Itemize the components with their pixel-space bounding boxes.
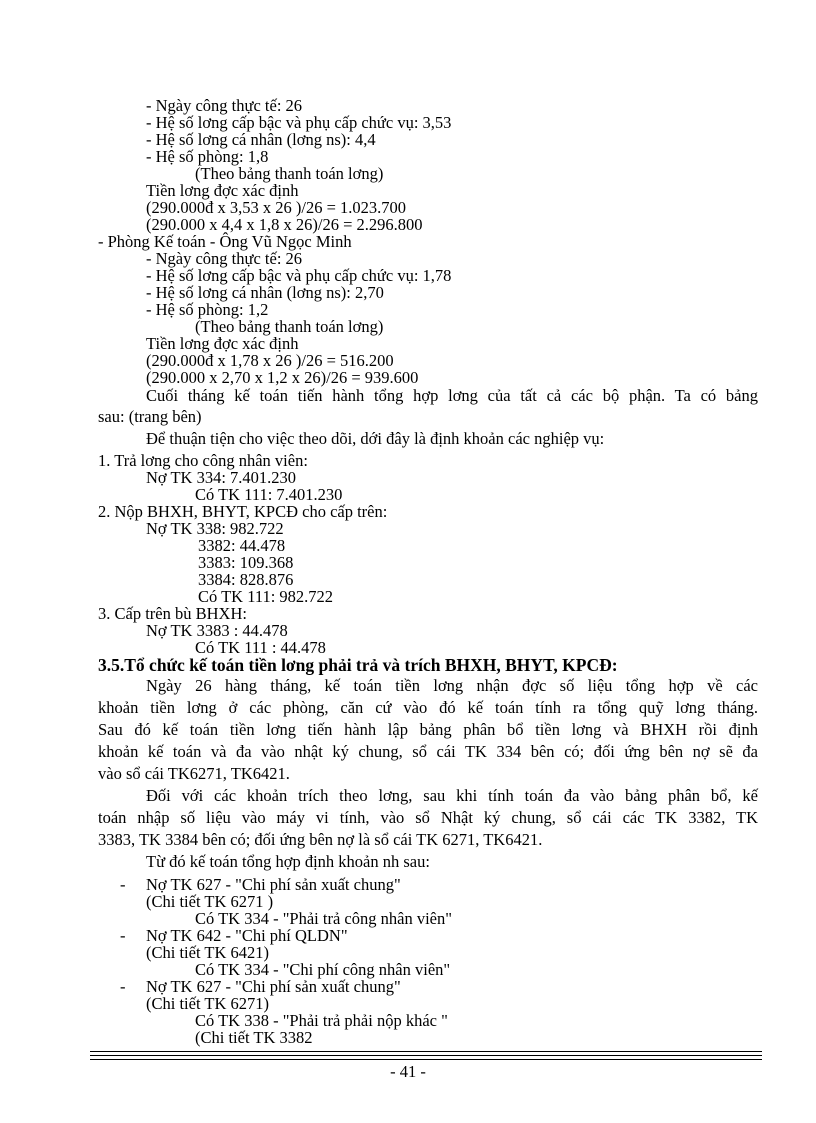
paragraph-line: toán nhập số liệu vào máy vi tính, vào sổ Nhật ký chung, sổ cái các TK 3382, TK [98, 808, 758, 827]
text-line: Có TK 338 - "Phải trả phải nộp khác " [195, 1011, 448, 1030]
text-line: (Chi tiết TK 6271 ) [146, 892, 274, 911]
text-line: (Theo bảng thanh toán lơng) [195, 164, 384, 183]
text-line: Nợ TK 627 - "Chi phí sản xuất chung" [146, 977, 401, 996]
text-line: (290.000đ x 3,53 x 26 )/26 = 1.023.700 [146, 198, 407, 217]
text-line: Nợ TK 627 - "Chi phí sản xuất chung" [146, 875, 401, 894]
text-line: Nợ TK 338: 982.722 [146, 519, 284, 538]
text-line: Nợ TK 3383 : 44.478 [146, 621, 288, 640]
text-line: (Theo bảng thanh toán lơng) [195, 317, 384, 336]
paragraph-line: Đối với các khoản trích theo lơng, sau khi tính toán đa vào bảng phân bổ, kế [146, 786, 758, 805]
text-line: (290.000 x 2,70 x 1,2 x 26)/26 = 939.600 [146, 368, 419, 387]
text-line: 3. Cấp trên bù BHXH: [98, 604, 247, 623]
text-line: (Chi tiết TK 3382 [195, 1028, 313, 1047]
footer-rule [90, 1059, 762, 1060]
text-line: - Hệ số lơng cấp bậc và phụ cấp chức vụ: 3,53 [146, 113, 452, 132]
text-line: (Chi tiết TK 6271) [146, 994, 269, 1013]
text-line: - Hệ số lơng cá nhân (lơng ns): 4,4 [146, 130, 376, 149]
text-line: Có TK 334 - "Phải trả công nhân viên" [195, 909, 452, 928]
text-line: 3383: 109.368 [198, 553, 294, 572]
text-line: Nợ TK 642 - "Chi phí QLDN" [146, 926, 348, 945]
text-line: (Chi tiết TK 6421) [146, 943, 269, 962]
text-line: Có TK 111 : 44.478 [195, 638, 326, 657]
paragraph-line: Sau đó kế toán tiền lơng tiến hành lập bảng phân bổ tiền lơng và BHXH rồi định [98, 720, 758, 739]
footer-rule [90, 1055, 762, 1056]
text-line: sau: (trang bên) [98, 407, 202, 426]
text-line: 3382: 44.478 [198, 536, 286, 555]
bullet-dash: - [120, 926, 126, 945]
text-line: - Ngày công thực tế: 26 [146, 96, 303, 115]
footer-rule [90, 1051, 762, 1052]
text-line: Để thuận tiện cho việc theo dõi, dới đây là định khoản các nghiệp vụ: [146, 429, 605, 448]
paragraph-line: vào sổ cái TK6271, TK6421. [98, 764, 290, 783]
page-number: - 41 - [390, 1062, 426, 1081]
text-line: - Hệ số lơng cấp bậc và phụ cấp chức vụ: 1,78 [146, 266, 452, 285]
text-line: Nợ TK 334: 7.401.230 [146, 468, 297, 487]
paragraph-line: Ngày 26 hàng tháng, kế toán tiền lơng nhận đợc số liệu tổng hợp về các [146, 676, 758, 695]
text-line: Có TK 111: 982.722 [198, 587, 334, 606]
text-line: Cuối tháng kế toán tiến hành tổng hợp lơng của tất cả các bộ phận. Ta có bảng [146, 386, 758, 405]
text-line: - Hệ số phòng: 1,2 [146, 300, 269, 319]
text-line: - Hệ số lơng cá nhân (lơng ns): 2,70 [146, 283, 384, 302]
paragraph-line: 3383, TK 3384 bên có; đối ứng bên nợ là sổ cái TK 6271, TK6421. [98, 830, 543, 849]
paragraph-line: khoản tiền lơng ở các phòng, căn cứ vào đó kế toán tính ra tổng quỹ lơng tháng. [98, 698, 758, 717]
text-line: - Hệ số phòng: 1,8 [146, 147, 269, 166]
text-line: Có TK 111: 7.401.230 [195, 485, 343, 504]
text-line: - Ngày công thực tế: 26 [146, 249, 303, 268]
text-line: Tiền lơng đợc xác định [146, 181, 299, 200]
text-line: 1. Trả lơng cho công nhân viên: [98, 451, 308, 470]
paragraph-line: Từ đó kế toán tổng hợp định khoản nh sau: [146, 852, 430, 871]
text-line: (290.000đ x 1,78 x 26 )/26 = 516.200 [146, 351, 394, 370]
bullet-dash: - [120, 875, 126, 894]
text-line: (290.000 x 4,4 x 1,8 x 26)/26 = 2.296.800 [146, 215, 423, 234]
text-line: Có TK 334 - "Chi phí công nhân viên" [195, 960, 451, 979]
text-line: Tiền lơng đợc xác định [146, 334, 299, 353]
text-line: 3384: 828.876 [198, 570, 294, 589]
bullet-dash: - [120, 977, 126, 996]
section-heading: 3.5.Tổ chức kế toán tiền lơng phải trả và trích BHXH, BHYT, KPCĐ: [98, 655, 618, 675]
text-line: 2. Nộp BHXH, BHYT, KPCĐ cho cấp trên: [98, 502, 388, 521]
text-line: - Phòng Kế toán - Ông Vũ Ngọc Minh [98, 232, 352, 251]
paragraph-line: khoản kế toán và đa vào nhật ký chung, sổ cái TK 334 bên có; đối ứng bên nợ sẽ đa [98, 742, 758, 761]
